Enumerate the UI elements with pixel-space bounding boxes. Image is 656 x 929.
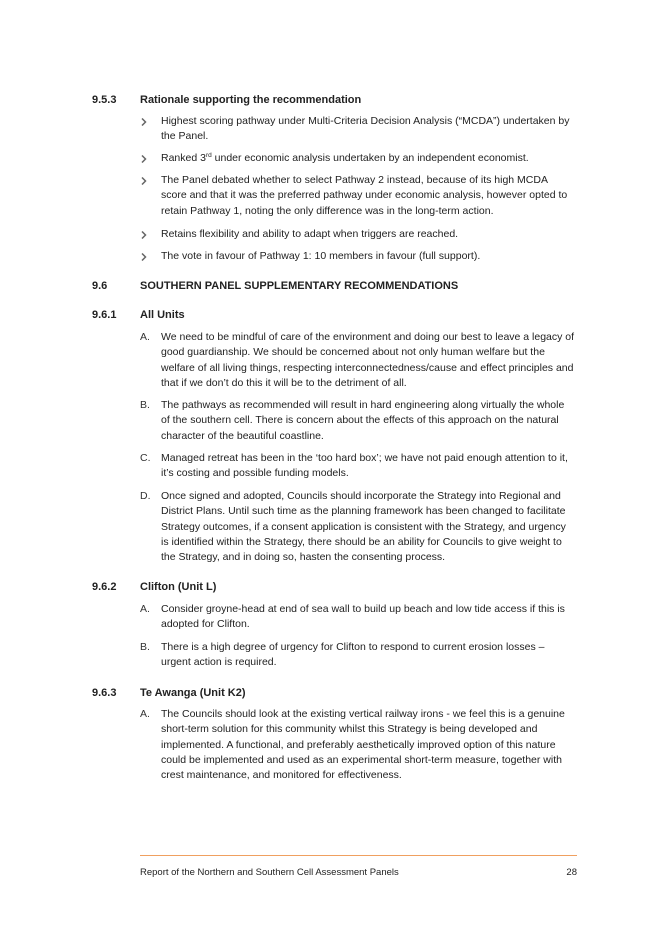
list-item-text: Managed retreat has been in the ‘too hard box’; we have not paid enough attention to it, it’s costing and possible funding models. bbox=[161, 452, 568, 480]
list-marker: B. bbox=[140, 399, 150, 411]
list-item-text: We need to be mindful of care of the environment and doing our best to leave a legacy of good guardianship. We should be concerned about not only human welfare but the welfare of all living things, respecting interconnectedness/cause and effect principles and that if we don’t do this it will be to the detriment of all. bbox=[161, 331, 575, 389]
section-title: Clifton (Unit L) bbox=[140, 581, 217, 593]
section-number: 9.6 bbox=[92, 280, 108, 292]
list-marker: B. bbox=[140, 641, 150, 653]
section-number: 9.6.2 bbox=[92, 581, 117, 593]
list-item-text: The pathways as recommended will result in hard engineering along virtually the whole of the southern cell. There is concern about the effects of this approach on the natural character of the beautiful coastline. bbox=[161, 399, 565, 442]
section-title: Te Awanga (Unit K2) bbox=[140, 687, 246, 699]
list-item-text: There is a high degree of urgency for Clifton to respond to current erosion losses – urgent action is required. bbox=[161, 641, 545, 669]
list-marker: C. bbox=[140, 452, 151, 464]
footer-rule bbox=[140, 855, 577, 856]
list-marker: D. bbox=[140, 490, 151, 502]
bullet-text: The vote in favour of Pathway 1: 10 members in favour (full support). bbox=[161, 250, 481, 262]
section-number: 9.6.1 bbox=[92, 309, 117, 321]
bullet-text-part: Ranked 3 bbox=[161, 152, 206, 164]
ordinal-suffix: rd bbox=[205, 152, 212, 159]
footer-title: Report of the Northern and Southern Cell Assessment Panels bbox=[140, 867, 399, 878]
bullet-text-part: under economic analysis undertaken by an independent economist. bbox=[211, 152, 529, 164]
list-item-text: The Councils should look at the existing vertical railway irons - we feel this is a genuine short-term solution for this community whilst this Strategy is being developed and implemented. A functional, and preferably aesthetically improved option of this nature could be implemented and used as an experimental short-term measure, together with crest maintenance, and monitored for effectiveness. bbox=[161, 708, 565, 782]
list-marker: A. bbox=[140, 331, 150, 343]
section-title: SOUTHERN PANEL SUPPLEMENTARY RECOMMENDATIONS bbox=[140, 280, 459, 292]
list-item-text: Once signed and adopted, Councils should incorporate the Strategy into Regional and District Plans. Until such time as the planning framework has been changed to facilitate Strategy outcomes, if a consent application is consistent with the Strategy, and urgency is identified within the Strategy, there should be an ability for Councils to give weight to the Strategy, and in doing so, hasten the consenting process. bbox=[161, 490, 566, 564]
section-title: Rationale supporting the recommendation bbox=[140, 94, 362, 106]
list-marker: A. bbox=[140, 708, 150, 720]
bullet-text: Highest scoring pathway under Multi-Criteria Decision Analysis (“MCDA”) undertaken by the Panel. bbox=[161, 115, 570, 143]
list-marker: A. bbox=[140, 603, 150, 615]
section-number: 9.6.3 bbox=[92, 687, 117, 699]
page-number: 28 bbox=[566, 867, 577, 878]
bullet-text: Retains flexibility and ability to adapt when triggers are reached. bbox=[161, 228, 459, 240]
bullet-text bbox=[161, 151, 575, 166]
section-title: All Units bbox=[140, 309, 185, 321]
list-item-text: Consider groyne-head at end of sea wall to build up beach and low tide access if this is adopted for Clifton. bbox=[161, 603, 565, 631]
section-number: 9.5.3 bbox=[92, 94, 117, 106]
bullet-text: The Panel debated whether to select Pathway 2 instead, because of its high MCDA score and that it was the preferred pathway under economic analysis, however opted to retain Pathway 1, noting the only difference was in the long-term action. bbox=[161, 174, 568, 217]
